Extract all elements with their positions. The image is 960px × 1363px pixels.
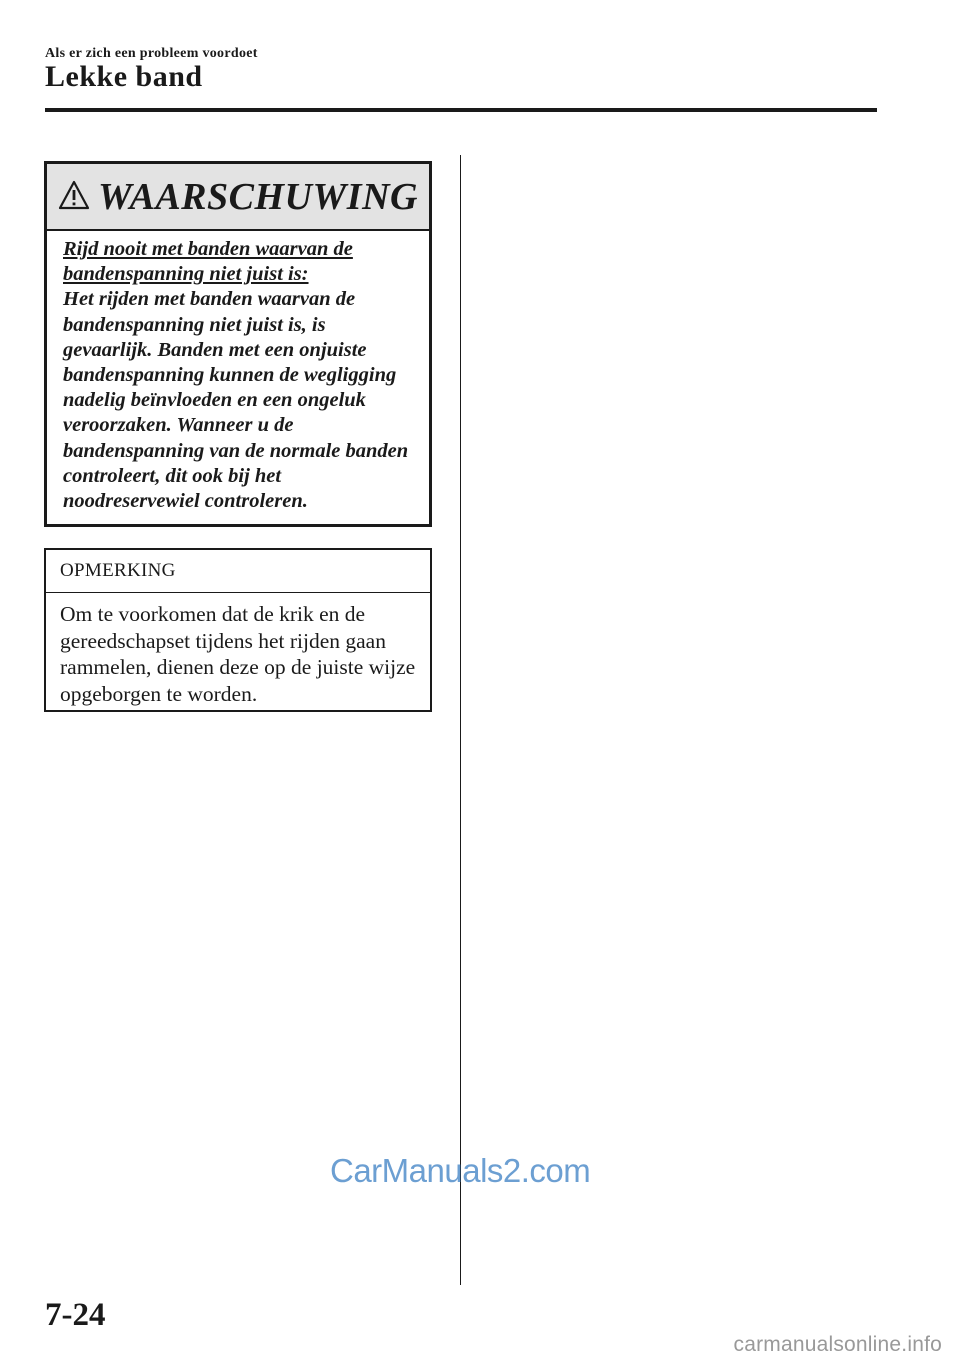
footer-site: carmanualsonline.info	[733, 1333, 942, 1356]
page-number: 7-24	[45, 1297, 106, 1333]
warning-header	[47, 164, 429, 231]
warning-heading: Rijd nooit met banden waarvan de bandenspanning niet juist is:	[63, 238, 353, 286]
note-text: Om te voorkomen dat de krik en de gereedschapset tijdens het rijden gaan rammelen, dienen deze op de juiste wijze opgeborgen te worden.	[60, 602, 416, 706]
title-rule	[45, 108, 877, 112]
warning-box	[44, 161, 432, 527]
warning-text: Het rijden met banden waarvan de bandenspanning niet juist is, is gevaarlijk. Banden met een onjuiste bandenspanning kunnen de wegligging nadelig beïnvloeden en een ongeluk veroorzaken. Wanneer u de bandenspanning van de normale banden controleert, dit ook bij het noodreservewiel controleren.	[63, 288, 409, 513]
note-box	[44, 548, 432, 712]
page-title: Lekke band	[45, 60, 203, 93]
note-title: OPMERKING	[46, 550, 430, 593]
column-divider	[460, 155, 461, 1285]
warning-title: WAARSCHUWING	[98, 175, 418, 218]
watermark: CarManuals2.com	[330, 1152, 591, 1189]
warning-body	[47, 231, 429, 514]
section-label: Als er zich een probleem voordoet	[45, 46, 258, 61]
warning-triangle-icon	[58, 180, 90, 210]
